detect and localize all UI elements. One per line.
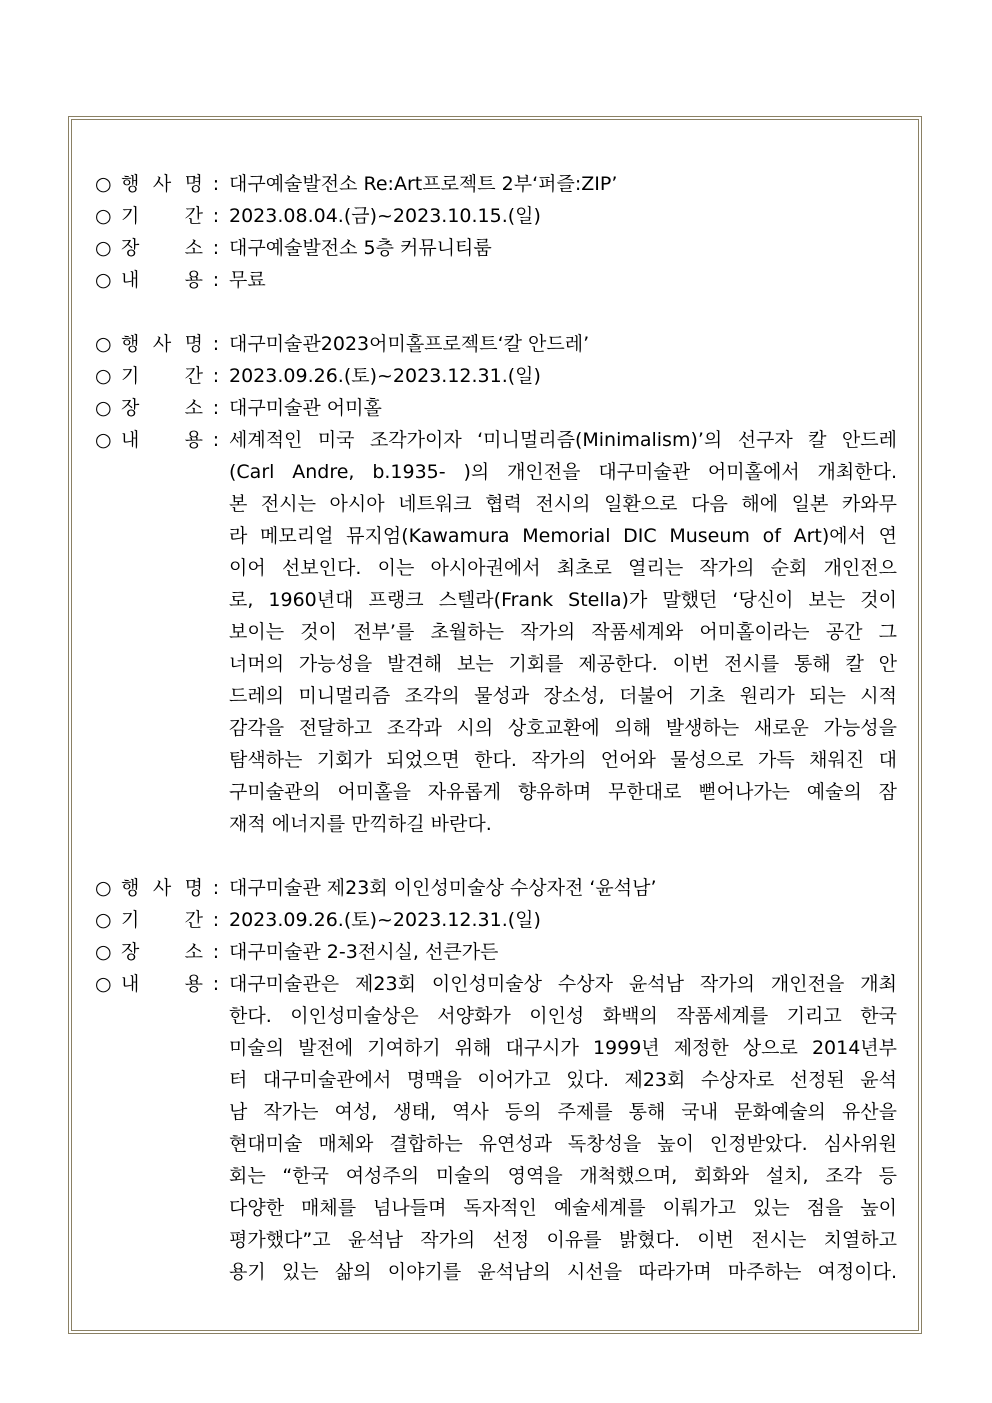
event-place-value: 대구예술발전소 5층 커뮤니티룸 <box>229 237 492 259</box>
event-period-value: 2023.08.04.(금)~2023.10.15.(일) <box>229 205 541 227</box>
circle-bullet-icon: ○ <box>95 941 112 963</box>
event-name-label <box>121 872 203 904</box>
event-name-row <box>95 872 897 904</box>
event-content-row <box>95 424 897 840</box>
event-block-1 <box>95 168 897 296</box>
event-block-2 <box>95 328 897 840</box>
colon: : <box>212 909 220 931</box>
circle-bullet-icon: ○ <box>95 397 112 419</box>
content-line: 본 전시는 아시아 네트워크 협력 전시의 일환으로 다음 해에 일본 카와무 <box>229 493 897 515</box>
event-place-row <box>95 232 897 264</box>
label-char: 사 <box>152 333 172 355</box>
content-line: 너머의 가능성을 발견해 보는 기회를 제공한다. 이번 전시를 통해 칼 안 <box>229 653 897 675</box>
label-char: 명 <box>184 173 203 195</box>
event-name-value: 대구예술발전소 Re:Art프로젝트 2부‘퍼즐:ZIP’ <box>229 173 618 195</box>
circle-bullet-icon: ○ <box>95 173 112 195</box>
label-char: 간 <box>184 205 203 227</box>
circle-bullet-icon: ○ <box>95 365 112 387</box>
content-line: 라 메모리얼 뮤지엄(Kawamura Memorial DIC Museum of Art)에서 연 <box>229 525 897 547</box>
content-line: 이어 선보인다. 이는 아시아권에서 최초로 열리는 작가의 순회 개인전으 <box>229 557 897 579</box>
content-line: 구미술관의 어미홀을 자유롭게 향유하며 무한대로 뻗어나가는 예술의 잠 <box>229 781 897 803</box>
event-place-label <box>121 232 203 264</box>
content-line: 로, 1960년대 프랭크 스텔라(Frank Stella)가 말했던 ‘당신이 보는 것이 <box>229 589 897 611</box>
event-name-row <box>95 328 897 360</box>
content-line: 남 작가는 여성, 생태, 역사 등의 주제를 통해 국내 문화예술의 유산을 <box>229 1101 897 1123</box>
label-char: 장 <box>121 397 140 419</box>
colon: : <box>212 269 220 291</box>
event-period-row <box>95 200 897 232</box>
event-content-row <box>95 968 897 1288</box>
content-line: 보이는 것이 전부’를 초월하는 작가의 작품세계와 어미홀이라는 공간 그 <box>229 621 897 643</box>
circle-bullet-icon: ○ <box>95 269 112 291</box>
content-line: 평가했다”고 윤석남 작가의 선정 이유를 밝혔다. 이번 전시는 치열하고 <box>229 1229 897 1251</box>
content-line: 드레의 미니멀리즘 조각의 물성과 장소성, 더불어 기초 원리가 되는 시적 <box>229 685 897 707</box>
event-content-row <box>95 264 897 296</box>
event-period-value: 2023.09.26.(토)~2023.12.31.(일) <box>229 365 541 387</box>
circle-bullet-icon: ○ <box>95 973 112 995</box>
label-char: 간 <box>184 365 203 387</box>
event-place-row <box>95 392 897 424</box>
content-line: 재적 에너지를 만끽하길 바란다. <box>229 813 492 835</box>
content-line: (Carl Andre, b.1935- )의 개인전을 대구미술관 어미홀에서 개최한다. <box>229 461 897 483</box>
event-place-label <box>121 936 203 968</box>
event-content-text: 무료 <box>229 269 266 291</box>
event-place-value: 대구미술관 2-3전시실, 선큰가든 <box>229 941 499 963</box>
content-line: 세계적인 미국 조각가이자 ‘미니멀리즘(Minimalism)’의 선구자 칼 안드레 <box>229 429 897 451</box>
label-char: 장 <box>121 237 140 259</box>
content-line: 용기 있는 삶의 이야기를 윤석남의 시선을 따라가며 마주하는 여정이다. <box>229 1261 897 1283</box>
colon: : <box>212 397 220 419</box>
content-line: 대구미술관은 제23회 이인성미술상 수상자 윤석남 작가의 개인전을 개최 <box>229 973 897 995</box>
colon: : <box>212 941 220 963</box>
circle-bullet-icon: ○ <box>95 877 112 899</box>
content-line: 현대미술 매체와 결합하는 유연성과 독창성을 높이 인정받았다. 심사위원 <box>229 1133 897 1155</box>
label-char: 내 <box>121 269 140 291</box>
colon: : <box>212 205 220 227</box>
event-name-row <box>95 168 897 200</box>
content-line: 한다. 이인성미술상은 서양화가 이인성 화백의 작품세계를 기리고 한국 <box>229 1005 897 1027</box>
event-period-label <box>121 360 203 392</box>
event-name-label <box>121 168 203 200</box>
label-char: 간 <box>184 909 203 931</box>
circle-bullet-icon: ○ <box>95 237 112 259</box>
content-line: 탐색하는 기회가 되었으면 한다. 작가의 언어와 물성으로 가득 채워진 대 <box>229 749 897 771</box>
event-period-row <box>95 360 897 392</box>
label-char: 소 <box>184 237 203 259</box>
event-place-label <box>121 392 203 424</box>
label-char: 행 <box>121 877 140 899</box>
colon: : <box>212 173 220 195</box>
event-name-value: 대구미술관 제23회 이인성미술상 수상자전 ‘윤석남’ <box>229 877 657 899</box>
event-content-text <box>229 424 897 840</box>
event-content-text <box>229 968 897 1288</box>
event-place-value: 대구미술관 어미홀 <box>229 397 382 419</box>
circle-bullet-icon: ○ <box>95 909 112 931</box>
content-line: 터 대구미술관에서 명맥을 이어가고 있다. 제23회 수상자로 선정된 윤석 <box>229 1069 897 1091</box>
event-content-label <box>121 968 203 1000</box>
label-char: 사 <box>152 173 172 195</box>
colon: : <box>212 333 220 355</box>
label-char: 행 <box>121 333 140 355</box>
label-char: 소 <box>184 941 203 963</box>
label-char: 내 <box>121 429 140 451</box>
colon: : <box>212 365 220 387</box>
event-period-value: 2023.09.26.(토)~2023.12.31.(일) <box>229 909 541 931</box>
event-period-row <box>95 904 897 936</box>
event-period-label <box>121 904 203 936</box>
label-char: 기 <box>121 909 140 931</box>
colon: : <box>212 877 220 899</box>
circle-bullet-icon: ○ <box>95 333 112 355</box>
label-char: 내 <box>121 973 140 995</box>
label-char: 용 <box>184 269 203 291</box>
event-content-label <box>121 424 203 456</box>
colon: : <box>212 973 220 995</box>
event-name-label <box>121 328 203 360</box>
content-line: 회는 “한국 여성주의 미술의 영역을 개척했으며, 회화와 설치, 조각 등 <box>229 1165 897 1187</box>
event-block-3 <box>95 872 897 1288</box>
event-place-row <box>95 936 897 968</box>
label-char: 용 <box>184 429 203 451</box>
content-line: 감각을 전달하고 조각과 시의 상호교환에 의해 발생하는 새로운 가능성을 <box>229 717 897 739</box>
label-char: 사 <box>152 877 172 899</box>
content-line: 미술의 발전에 기여하기 위해 대구시가 1999년 제정한 상으로 2014년부 <box>229 1037 897 1059</box>
label-char: 명 <box>184 877 203 899</box>
label-char: 장 <box>121 941 140 963</box>
event-content-label <box>121 264 203 296</box>
colon: : <box>212 429 220 451</box>
label-char: 명 <box>184 333 203 355</box>
label-char: 용 <box>184 973 203 995</box>
label-char: 기 <box>121 365 140 387</box>
event-name-value: 대구미술관2023어미홀프로젝트‘칼 안드레’ <box>229 333 590 355</box>
label-char: 소 <box>184 397 203 419</box>
circle-bullet-icon: ○ <box>95 205 112 227</box>
circle-bullet-icon: ○ <box>95 429 112 451</box>
colon: : <box>212 237 220 259</box>
content-line: 다양한 매체를 넘나들며 독자적인 예술세계를 이뤄가고 있는 점을 높이 <box>229 1197 897 1219</box>
label-char: 행 <box>121 173 140 195</box>
document-content <box>95 168 897 1288</box>
event-period-label <box>121 200 203 232</box>
label-char: 기 <box>121 205 140 227</box>
